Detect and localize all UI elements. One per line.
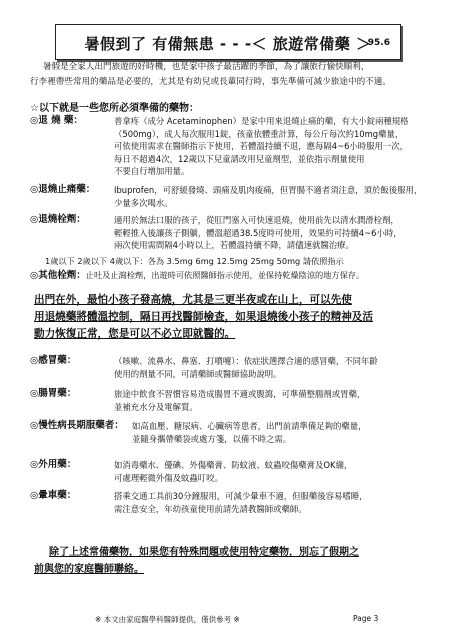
med-heading: ◎其他栓劑： bbox=[30, 270, 86, 281]
page-title: 暑假到了 有備無患 - - -＜ 旅遊常備藥 ＞ bbox=[84, 35, 372, 53]
med-text: 並補充水分及電解質。 bbox=[114, 401, 198, 412]
med-text: 不要自行增加用量。 bbox=[114, 166, 190, 176]
med-heading: ◎外用藥： bbox=[30, 459, 77, 470]
issue-number: 95.6 bbox=[367, 38, 390, 48]
med-text: 搭乘交通工具前30分鐘服用，可減少暈車不適，但服藥後容易嗜睡， bbox=[114, 491, 368, 501]
emphasis-line: 用退燒藥將體溫控制，隔日再找醫師檢查，如果退燒後小孩子的精神及活 bbox=[34, 311, 373, 323]
emphasis-block bbox=[34, 292, 434, 343]
med-item-cold bbox=[30, 355, 435, 380]
med-item-suppository bbox=[30, 214, 435, 252]
other-suppository bbox=[30, 269, 435, 282]
med-heading: ◎慢性病長期服藥者： bbox=[30, 420, 124, 431]
med-text: 旅途中飲食不習慣容易造成腸胃不適或腹瀉，可準備整腸劑或胃藥， bbox=[114, 389, 366, 399]
med-item-stomach bbox=[30, 388, 435, 413]
med-text: 每日不超過4次，12歲以下兒童請改用兒童劑型，並依指示劑量使用 bbox=[114, 153, 365, 164]
lead-heading: ☆以下就是一些您所必須準備的藥物： bbox=[30, 103, 199, 114]
page-number: Page 3 bbox=[353, 614, 379, 623]
emphasis-line: 出門在外，最怕小孩子發高燒，尤其是三更半夜或在山上，可以先使 bbox=[34, 294, 352, 306]
med-text: 止吐及止瀉栓劑，出遊時可依照醫師指示使用，並保持乾燥陰涼的地方保存。 bbox=[85, 270, 365, 280]
med-text: 可依使用需求在醫師指示下使用，若體溫持續不退，應每隔4~6小時服用一次， bbox=[114, 141, 409, 151]
med-text: 並隨身攜帶藥袋或處方箋，以備不時之需。 bbox=[132, 433, 292, 444]
title-box bbox=[55, 24, 401, 60]
med-text: 如消毒藥水、優碘、外傷藥膏、防蚊液、蚊蟲咬傷藥膏及OK繃， bbox=[114, 460, 353, 470]
med-text: Ibuprofen，可舒緩發燒、頭痛及肌肉痠痛，但胃腸不適者須注意，須於飯後服用， bbox=[114, 185, 423, 195]
med-text: 適用於無法口服的孩子，從肛門塞入可快速退燒，使用前先以清水潤滑栓劑， bbox=[114, 215, 399, 225]
med-heading: ◎感冒藥： bbox=[30, 355, 77, 366]
med-heading: ◎退 燒 藥： bbox=[30, 115, 83, 126]
closing-note bbox=[34, 544, 434, 578]
med-text: 使用的劑量不同，可請藥師或醫師協助說明。 bbox=[114, 368, 282, 379]
med-text: （500mg），成人每次服用1錠，孩童依體重計算，每公斤每次約10mg藥量， bbox=[114, 128, 404, 139]
med-text: 需注意安全，年幼孩童使用前請先請教醫師或藥師。 bbox=[114, 503, 307, 514]
med-text: 兩次使用需間隔4小時以上，若體溫持續不降，請儘速就醫治療。 bbox=[114, 240, 354, 250]
emphasis-line: 動力恢復正常，您是可以不必立即就醫的。 bbox=[34, 328, 236, 340]
med-heading: ◎退燒止痛藥： bbox=[30, 184, 96, 195]
closing-line: 除了上述常備藥物，如果您有特殊問題或使用特定藥物，別忘了假期之 bbox=[49, 547, 359, 558]
med-item-antipyretic bbox=[30, 115, 435, 178]
med-text: （咳嗽、流鼻水、鼻塞、打噴嚏）：依症狀選擇合適的感冒藥，不同年齡 bbox=[114, 356, 378, 366]
med-text: 可處理輕微外傷及蚊蟲叮咬。 bbox=[114, 472, 223, 483]
intro-line: 行李裡帶些常用的藥品是必要的，尤其是有幼兒或長輩同行時，事先準備可減少旅途中的不適。 bbox=[30, 77, 391, 87]
med-item-analgesic bbox=[30, 184, 435, 209]
intro-line: 暑假是全家人出門旅遊的好時機，也是家中孩子最活躍的季節，為了讓旅行愉快順利， bbox=[42, 62, 370, 72]
med-item-motion-sickness bbox=[30, 490, 435, 515]
med-item-chronic bbox=[30, 420, 435, 445]
med-item-external bbox=[30, 459, 435, 484]
med-heading: ◎退燒栓劑： bbox=[30, 214, 86, 225]
med-text: 普拿疼（成分 Acetaminophen）是家中用來退燒止痛的藥，有大小錠兩種規格 bbox=[114, 116, 409, 126]
med-text: 少量多次喝水。 bbox=[114, 197, 173, 208]
med-text: 如高血壓、糖尿病、心臟病等患者，出門前請準備足夠的藥量， bbox=[132, 421, 367, 431]
dosage-note: 1歲以下 2歲以下 4歲以下：各為 3.5mg 6mg 12.5mg 25mg 50mg 請依照指示 bbox=[45, 256, 344, 266]
intro-paragraph bbox=[30, 60, 435, 90]
med-heading: ◎腸胃藥： bbox=[30, 388, 77, 399]
footer-source: ※ 本文由家庭醫學科醫師提供，僅供參考 ※ bbox=[95, 615, 240, 624]
med-heading: ◎暈車藥： bbox=[30, 490, 77, 501]
med-text: 輕輕推入後讓孩子側躺，體溫超過38.5度時可使用，效果約可持續4~6小時， bbox=[114, 227, 402, 238]
closing-line: 前與您的家庭醫師聯絡。 bbox=[34, 564, 144, 575]
